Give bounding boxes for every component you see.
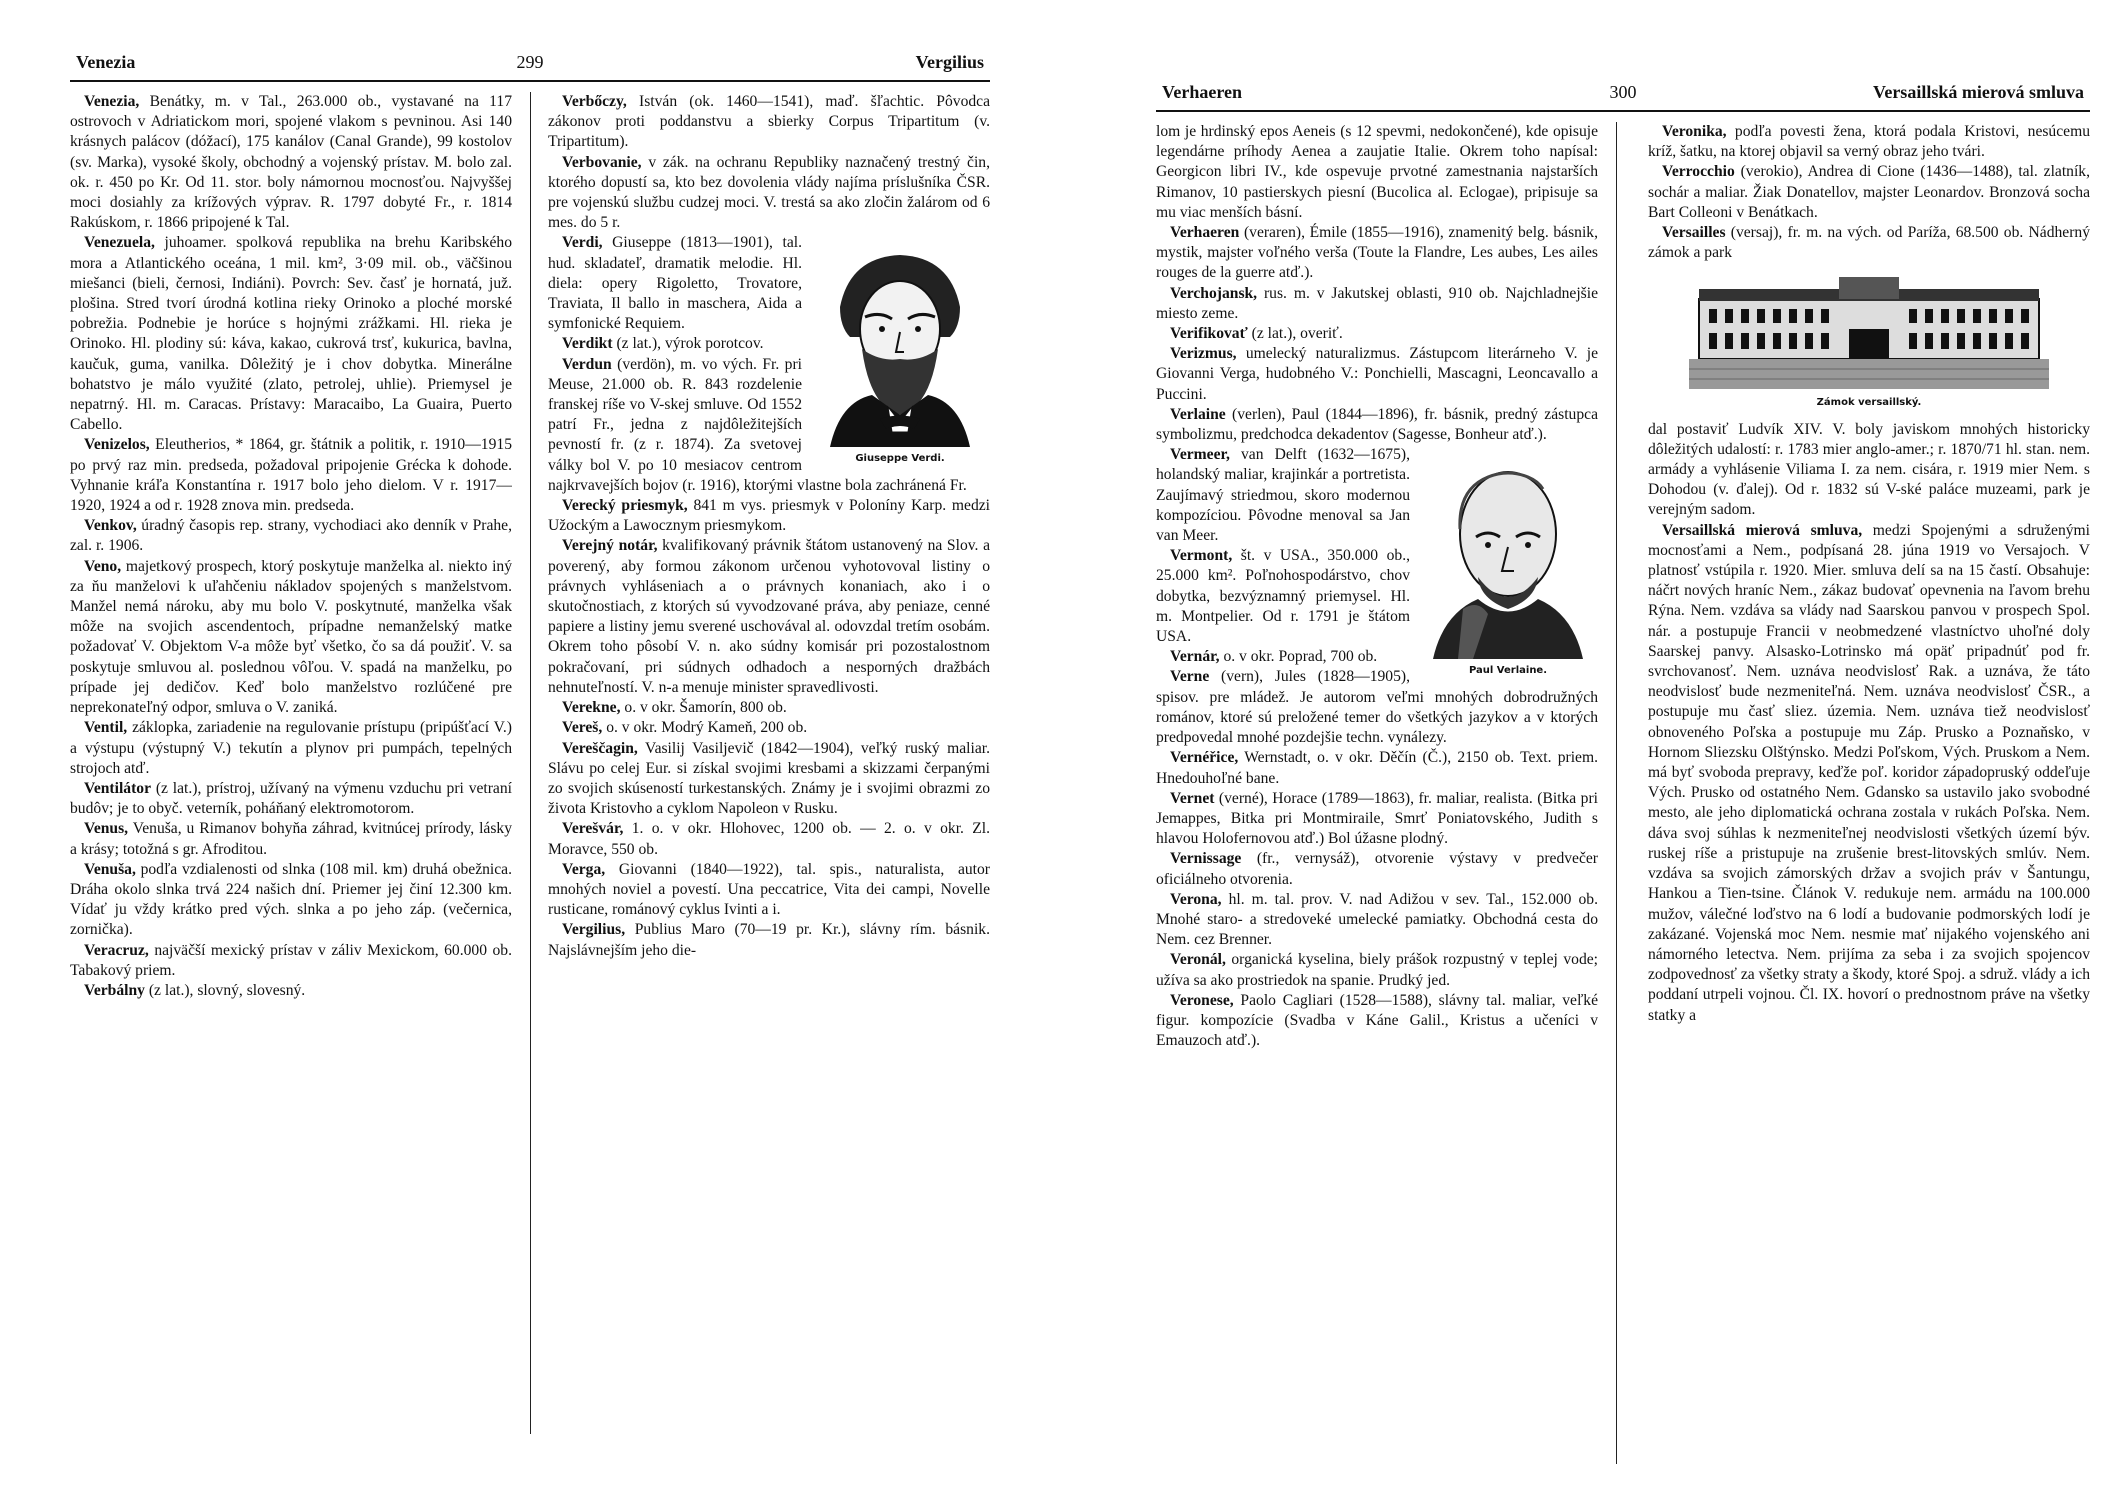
column-1 xyxy=(1156,122,1598,1482)
verdi-portrait-image xyxy=(810,237,990,447)
entry-text: hl. m. tal. prov. V. nad Adižou v sev. Tal., 152.000 ob. Mnohé staro- a stredoveké umelecké pamiatky. Obchodná cesta do Nem. cez Brenner. xyxy=(1156,890,1598,949)
column-divider xyxy=(530,92,531,1434)
dictionary-entry xyxy=(1156,344,1598,405)
dictionary-entry xyxy=(548,718,990,738)
dictionary-entry xyxy=(1156,748,1598,788)
dictionary-entry xyxy=(70,860,512,941)
entry-headword: Venus, xyxy=(84,820,129,838)
dictionary-entry xyxy=(548,92,990,153)
dictionary-entry xyxy=(1648,122,2090,162)
entry-text: Vasilij Vasiljevič (1842—1904), veľký ruský maliar. Slávu po celej Eur. si získal svojimi kresbami a skizzami čerpanými zo svojich skúseností turkestanských. Známy je i svojimi obrazmi zo života Kristovho a cyklom Napoleon v Rusku. xyxy=(548,739,990,818)
header-left-term: Venezia xyxy=(76,52,136,72)
verdi-portrait xyxy=(810,237,990,469)
entry-text: Wernstadt, o. v okr. Děčín (Č.), 2150 ob. Text. priem. Hnedouhoľné bane. xyxy=(1156,749,1598,787)
dictionary-entry xyxy=(1156,950,1598,990)
entry-text: dal postaviť Ludvík XIV. V. boly javiskom mnohých historicky dôležitých udalostí: r. 1783 mier anglo-amer.; r. 1870/71 hl. stan. nem. armády a vyhlásenie Viliama I. za nem. cisára, r. 1919 mier Nem. s Dohodou (v. ďalej). Od r. 1832 sú V-ské paláce muzeami, park je verejným sadom. xyxy=(1648,420,2090,519)
entry-headword: Verrocchio xyxy=(1662,163,1735,181)
entry-text: István (ok. 1460—1541), maď. šľachtic. Pôvodca zákonov proti poddanstvu a sbierky Corpus Tripartitum (v. Tripartitum). xyxy=(548,93,990,151)
entry-headword: Venkov, xyxy=(84,517,137,535)
entry-text: Eleutherios, * 1864, gr. štátnik a politik, r. 1910—1915 po prvý raz min. predseda, požadoval pripojenie Grécka k dohode. Vyhnanie kráľa Konstantína r. 1917 bolo jeho dielom. V r. 1917—1920, 1924 a od r. 1928 znova min. predseda. xyxy=(70,436,512,515)
entry-headword: Verdi, xyxy=(562,234,603,252)
entry-text: Publius Maro (70—19 pr. Kr.), slávny rím. básnik. Najslávnejším jeho die- xyxy=(548,921,990,959)
entry-headword: Vernet xyxy=(1170,789,1215,807)
page-number: 299 xyxy=(516,52,544,72)
entry-headword: Verecký priesmyk, xyxy=(562,497,688,515)
entry-text: podľa vzdialenosti od slnka (108 mil. km) druhá obežnica. Dráha okolo slnka trvá 224 našich dní. Priemer jej činí 12.300 km. Vídať ju vždy krátko pred vých. slnka a po jeho záp. (večernica, zornička). xyxy=(70,860,512,939)
dictionary-entry xyxy=(548,698,990,718)
entry-text: juhoamer. spolková republika na brehu Karibského mora a Atlantického oceána, 1 mil. km², 3·09 mil. ob., väčšinou miešanci (bieli, černosi, Indiáni). Povrch: Sev. časť je hornatá, juž. plošina. Stred tvorí úrodná kotlina rieky Orinoko a ploché morské pobrežia. Podnebie je horúce s hojnými zrážkami. Hl. rieka je Orinoko. Hl. plodiny sú: káva, kakao, cukrová trsť, kukurica, bavlna, kaučuk, guma, vanilka. Dôležitý je i chov dobytka. Minerálne bohatstvo je málo využité (zlato, petrolej, uhlie). Priemysel je nepatrný. Hl. m. Caracas. Prístavy: Maracaibo, La Guaira, Puerto Cabello. xyxy=(70,234,512,434)
versailles-caption: Zámok versaillský. xyxy=(1816,397,1922,409)
entry-headword: Verga, xyxy=(562,860,606,878)
dictionary-entry xyxy=(1156,991,1598,1052)
entry-text: 841 m vys. priesmyk v Poloníny Karp. medzi Užockým a Lawocznym priesmykom. xyxy=(548,497,990,535)
dictionary-entry xyxy=(548,496,990,536)
verlaine-portrait xyxy=(1418,449,1598,681)
dictionary-entry xyxy=(70,516,512,556)
entry-headword: Vernissage xyxy=(1170,850,1242,868)
entry-text: 1. o. v okr. Hlohovec, 1200 ob. — 2. o. v okr. Zl. Moravce, 550 ob. xyxy=(548,820,990,858)
dictionary-entry xyxy=(1156,223,1598,284)
entry-text: záklopka, zariadenie na regulovanie prístupu (pripúšťací V.) a výstupu (výstupný V.) tekutín a plynov pri pumpách, tepelných strojoch atď. xyxy=(70,719,512,777)
verlaine-portrait-image xyxy=(1418,449,1598,659)
dictionary-entry xyxy=(70,92,512,233)
entry-headword: Verne xyxy=(1170,668,1210,686)
entry-text: organická kyselina, biely prášok rozpustný v teplej vode; užíva sa ako prostriedok na spanie. Prudký jed. xyxy=(1156,951,1598,989)
entries-before-image xyxy=(1648,122,2090,263)
dictionary-entry xyxy=(1156,122,1598,223)
entry-text: o. v okr. Poprad, 700 ob. xyxy=(1223,648,1378,666)
entry-text: (z lat.), výrok porotcov. xyxy=(616,335,764,353)
header-rule xyxy=(1156,110,2090,112)
dictionary-entry xyxy=(548,920,990,960)
entry-headword: Verbálny xyxy=(84,981,145,999)
entry-headword: Verona, xyxy=(1170,890,1222,908)
right-page xyxy=(1156,82,2090,1482)
entry-headword: Verejný notár, xyxy=(562,537,658,555)
entry-text: rus. m. v Jakutskej oblasti, 910 ob. Najchladnejšie miesto zeme. xyxy=(1156,284,1598,322)
entry-text: podľa povesti žena, ktorá podala Kristovi, nesúcemu kríž, šatku, na ktorej objavil sa verný obraz jeho tvári. xyxy=(1648,123,2090,161)
header-right-term: Vergilius xyxy=(915,52,984,72)
entry-headword: Ventil, xyxy=(84,719,128,737)
entries-after-image xyxy=(1648,420,2090,1026)
header-left-term: Verhaeren xyxy=(1162,82,1242,102)
entry-text: (z lat.), slovný, slovesný. xyxy=(148,981,306,999)
entry-headword: Vernéřice, xyxy=(1170,749,1239,767)
entry-headword: Verbőczy, xyxy=(562,93,627,110)
dictionary-entry xyxy=(70,435,512,516)
entry-text: najväčší mexický prístav v záliv Mexickom, 60.000 ob. Tabakový priem. xyxy=(70,941,512,979)
entries-before-portrait xyxy=(1156,122,1598,445)
entry-headword: Vereščagin, xyxy=(562,739,638,757)
left-page xyxy=(70,52,990,1452)
entry-headword: Venuša, xyxy=(84,860,136,878)
entry-text: medzi Spojenými a sdruženými mocnosťami a Nem., podpísaná 28. júna 1919 vo Versajoch. V platnosť vstúpila r. 1920. Mier. smluva delí sa na 15 častí. Obsahuje: náčrt nových hraníc Nem., zákaz budovať opevnenia na ľavom brehu Rýna. Nem. vzdáva sa vlády nad Saarskou panvou v prospech Spol. nár. a postupuje Francii v neobmedzené vlastníctvo uhoľné doly Saarskej panvy. Alsasko-Lotrinsko má opäť pripadnúť pod fr. svrchovanosť. Nem. uznáva neodvislosť Rak. a uznáva, že táto neodvislosť bude nezmeniteľná. Nem. uznáva neodvislosť ČSR., a postupuje mu časť sliez. územia. Nem. uznáva tiež neodvislosť obnoveného Poľska a postupuje mu Záp. Prusko a Poznaňsko, v Hornom Sliezsku Olštýnsko. Medzi Poľskom, Vých. Pruskom a Nem. má byť svoboda prepravy, keďže poľ. koridor západopruský oddeľuje Vých. Prusko od ostatného Nem. Gdansko sa ustavilo jako svobodné mesto, ale jeho diplomatická ochrana zostala v rukách Poľska. Nem. dáva svoj súhlas k nezmeniteľnej neodvislosti všetkých území býv. ruskej ríše a pristupuje na zrušenie brest-litovských smlúv. Nem. vzdáva sa svojich zámorských držav a svojich práv v Šantungu, Hankou a Tien-tsine. Článok V. redukuje nem. armádu na 100.000 mužov, válečné loďstvo na 6 lodí a budovanie podmorských lodí je zakázané. Vojenská moc Nem. nesmie mať nijakého vojenského ani námorného letectva. Nem. prijíma za seba i za svojich spojencov zodpovednosť za všetky straty a škody, ktoré Spoj. a sdruž. vlády a ich poddaní utrpeli vojnou. Čl. IX. hovorí o prednostnom práve na všetky statky a xyxy=(1648,521,2090,1024)
entry-text: (z lat.), overiť. xyxy=(1251,325,1343,343)
entry-text: Giuseppe (1813—1901), tal. hud. skladateľ, dramatik melodie. Hl. diela: opery Rigoletto, Trovatore, Traviata, Il ballo in maschera, Aida a symfonické Requiem. xyxy=(548,234,802,333)
entry-text: (veraren), Émile (1855—1916), znamenitý belg. básnik, mystik, majster voľného verša (Toute la Flandre, Les aubes, Les ailes rouges de la guerre atď.). xyxy=(1156,224,1598,282)
dictionary-entry xyxy=(1648,162,2090,223)
dictionary-entry xyxy=(548,819,990,859)
entry-headword: Versailles xyxy=(1662,224,1726,242)
entry-text: (vern), Jules (1828—1905), spisov. pre mládež. Je autorom veľmi mnohých dobrodružných románov, ktoré sú preložené temer do všetkých jazykov a v ktorých predpovedal mnohé pozdejšie techn. vynálezy. xyxy=(1156,668,1598,747)
dictionary-entry xyxy=(548,860,990,921)
entry-text: umelecký naturalizmus. Zástupcom literárneho V. je Giovanni Verga, hudobného V.: Ponchielli, Mascagni, Leoncavallo a Puccini. xyxy=(1156,345,1598,403)
entry-text: (verlen), Paul (1844—1896), fr. básnik, predný zástupca symbolizmu, predchodca dekadentov (Sagesse, Bonheur atď.). xyxy=(1156,405,1598,444)
dictionary-entry xyxy=(70,718,512,779)
versailles-castle-image xyxy=(1689,269,2049,389)
entry-headword: Vernár, xyxy=(1170,648,1220,666)
entry-headword: Vereš, xyxy=(562,719,603,737)
entry-headword: Verdikt xyxy=(562,335,613,353)
dictionary-entry xyxy=(1156,789,1598,850)
entry-headword: Verifikovať xyxy=(1170,325,1248,343)
entry-headword: Vermeer, xyxy=(1170,446,1230,464)
entries-before-portrait xyxy=(548,92,990,233)
dictionary-entry xyxy=(548,739,990,820)
entry-text: majetkový prospech, ktorý poskytuje manželka al. niekto iný za ňu manželovi k uľahčeniu nákladov spojených s manželstvom. Manžel nemá nároku, aby mu bolo V. poskytnuté, manželka však môže na svojich ascendentoch, prípadne nemanželský matke požadovať V. Objektom V-a môže byť všetko, čo sa dá použiť. V. sa poskytuje smluvou al. poslednou vôľou. V. spadá na manželku, po prípade jej dedičov. Keď bolo manželstvo rozlúčené pre neprekonateľný odpor, smluva o V. zaniká. xyxy=(70,557,512,717)
columns xyxy=(1156,122,2090,1482)
dictionary-entry xyxy=(548,536,990,698)
entry-headword: Vergilius, xyxy=(562,921,626,939)
entry-headword: Verchojansk, xyxy=(1170,284,1258,302)
entry-headword: Veno, xyxy=(84,557,122,575)
entry-headword: Verekne, xyxy=(562,699,621,717)
column-2 xyxy=(548,92,990,1452)
header-rule xyxy=(70,80,990,82)
entry-headword: Verešvár, xyxy=(562,820,624,838)
column-1 xyxy=(70,92,512,1452)
dictionary-entry xyxy=(548,153,990,234)
entry-text: (verné), Horace (1789—1863), fr. maliar, realista. (Bitka pri Jemappes, Bitka pri Montmiraile, Smrť Poniatovského, Judith s hlavou Holofernovou atď.) Bol úžasne plodný. xyxy=(1156,789,1598,848)
entry-text: v zák. na ochranu Republiky naznačený trestný čin, ktorého dopustí sa, kto bez dovolenia vlády najíma príslušníka ČSR. pre vojenskú službu cudzej moci. V. trestá sa ako zločin žalárom od 6 mes. do 5 r. xyxy=(548,153,990,232)
entry-headword: Vermont, xyxy=(1170,547,1233,565)
entry-headword: Veronese, xyxy=(1170,991,1234,1009)
entry-text: (z lat.), prístroj, užívaný na výmenu vzduchu pri vetraní budôv; je to obyč. veterník, poháňaný elektromotorom. xyxy=(70,779,512,818)
entry-text: Giovanni (1840—1922), tal. spis., naturalista, autor mnohých noviel a povestí. Una peccatrice, Vita dei campi, Novelle rusticane, románový cyklus Ivinti a i. xyxy=(548,860,990,919)
entry-text: (versaj), fr. m. na vých. od Paríža, 68.500 ob. Nádherný zámok a park xyxy=(1648,224,2090,262)
versailles-illustration xyxy=(1689,269,2049,413)
verdi-caption: Giuseppe Verdi. xyxy=(855,453,945,465)
page-number: 300 xyxy=(1609,82,1637,102)
entry-headword: Verizmus, xyxy=(1170,345,1237,363)
dictionary-entry xyxy=(70,233,512,435)
entry-headword: Verdun xyxy=(562,355,612,373)
entry-headword: Verhaeren xyxy=(1170,224,1240,242)
entry-text: o. v okr. Modrý Kameň, 200 ob. xyxy=(606,719,808,737)
entry-headword: Verbovanie, xyxy=(562,153,642,171)
entry-headword: Versaillská mierová smluva, xyxy=(1662,521,1863,539)
entry-text: van Delft (1632—1675), holandský maliar, krajinkár a portretista. Zaujímavý striedmou, skoro modernou kompozíciou. Pôvodne menoval sa Jan van Meer. xyxy=(1156,446,1410,545)
dictionary-entry xyxy=(1648,521,2090,1026)
dictionary-entry xyxy=(70,981,512,1001)
dictionary-entry xyxy=(70,557,512,719)
dictionary-entry xyxy=(70,941,512,981)
dictionary-entry xyxy=(1156,284,1598,324)
entry-headword: Veracruz, xyxy=(84,941,149,959)
entry-text: lom je hrdinský epos Aeneis (s 12 spevmi, nedokončené), kde opisuje legendárne príhody Aenea a zaujatie Italie. Okrem toho napísal: Georgicon libri IV., kde ospevuje prvotné zamestnania najstarších Rimanov, 10 pastierskych piesní (Bucolica al. Eclogae), pripisuje sa mu viac menších básní. xyxy=(1156,123,1598,221)
dictionary-entry xyxy=(70,819,512,859)
dictionary-entry xyxy=(1156,324,1598,344)
entry-text: kvalifikovaný právnik štátom ustanovený na Slov. a poverený, aby formou zákonom určenou vyhotovoval listiny o právnych vyhláseniach a o právnych konaniach, ako i o skutočnostiach, z ktorých sú vyvodzované práva, aby peniaze, cenné papiere a listiny jemu sverené uschovával al. odovzdal tretím osobám. Okrem toho pôsobí V. n. ako súdny komisár pri pozostalostnom pokračovaní, pri súdnych odhadoch a nesporných dražbách nehnuteľností. V. n-a menuje minister spravedlivosti. xyxy=(548,537,990,696)
entry-headword: Veronika, xyxy=(1662,123,1727,140)
entry-text: Paolo Cagliari (1528—1588), slávny tal. maliar, veľké figur. kompozície (Svadba v Káne Galil., Kristus a učeníci v Emauzoch atď.). xyxy=(1156,991,1598,1050)
entry-headword: Veronál, xyxy=(1170,951,1226,969)
entry-headword: Venezia, xyxy=(84,93,140,110)
entry-text: (fr., vernysáž), otvorenie výstavy v predvečer oficiálneho otvorenia. xyxy=(1156,850,1598,888)
dictionary-entry xyxy=(1648,223,2090,263)
columns xyxy=(70,92,990,1452)
dictionary-entry xyxy=(1156,405,1598,445)
entry-text: (verokio), Andrea di Cione (1436—1488), tal. zlatník, sochár a maliar. Žiak Donatellov, majster Leonardov. Bronzová socha Bart Colleoni v Benátkach. xyxy=(1648,163,2090,221)
entry-headword: Ventilátor xyxy=(84,779,151,797)
entry-text: (verdön), m. vo vých. Fr. pri Meuse, 21.000 ob. R. 843 rozdelenie franskej ríše vo V-skej smluve. Od 1552 patrí Fr., jedna z najdôležitejších pevností fr. (z r. 1874). Za svetovej války bol V. po 10 mesiacov centrom najkrvavejších bojov (r. 1916), ktorými vlastne bola zachránená Fr. xyxy=(548,355,967,494)
entry-text: Venuša, u Rimanov bohyňa záhrad, kvitnúcej prírody, lásky a krásy; totožná s gr. Afroditou. xyxy=(70,820,512,858)
entry-headword: Venezuela, xyxy=(84,234,155,252)
entry-headword: Venizelos, xyxy=(84,436,150,454)
entry-text: úradný časopis rep. strany, vychodiaci ako denník v Prahe, zal. r. 1906. xyxy=(70,517,512,555)
dictionary-entry xyxy=(70,779,512,819)
verlaine-caption: Paul Verlaine. xyxy=(1468,665,1548,677)
column-divider xyxy=(1616,122,1617,1464)
entry-text: št. v USA., 350.000 ob., 25.000 km². Poľnohospodárstvo, chov dobytka, bezvýznamný priemysel. Hl. m. Montpelier. Od r. 1791 je štátom USA. xyxy=(1156,547,1410,646)
running-header xyxy=(1156,82,2090,110)
dictionary-entry xyxy=(1648,420,2090,521)
dictionary-entry xyxy=(1156,849,1598,889)
dictionary-entry xyxy=(1156,890,1598,951)
entry-text: Benátky, m. v Tal., 263.000 ob., vystavané na 117 ostrovoch v Adriatickom mori, spojené vlakom s pevninou. Asi 140 krásnych palácov (dóžací), 175 kanálov (Canal Grande), 99 kostolov (sv. Marka), vysoké školy, obchodný a vojenský prístav. M. bolo zal. ok. r. 450 po Kr. Od 11. stor. boly námornou mocnosťou. Najvyššej moci dosiahly za krížových výprav. R. 1797 dobyté Fr., r. 1814 Rakúskom, r. 1866 pripojené k Tal. xyxy=(70,93,512,232)
entry-text: o. v okr. Šamorín, 800 ob. xyxy=(624,699,787,717)
running-header xyxy=(70,52,990,80)
entry-headword: Verlaine xyxy=(1170,405,1226,423)
header-right-term: Versaillská mierová smluva xyxy=(1872,82,2084,102)
column-2 xyxy=(1648,122,2090,1482)
